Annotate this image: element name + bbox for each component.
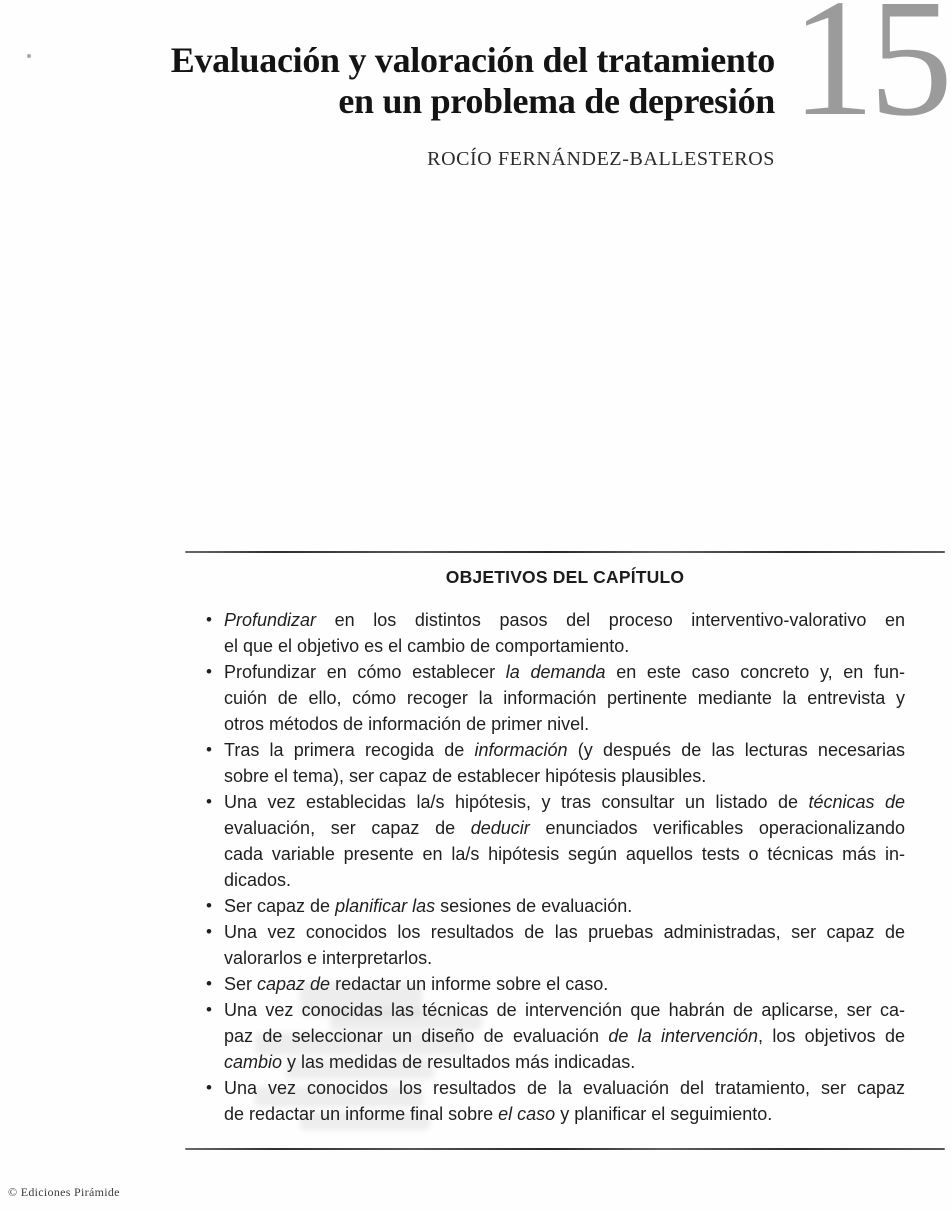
objective-item xyxy=(205,971,905,997)
objective-item xyxy=(205,1075,905,1127)
objective-line: otros métodos de información de primer nivel. xyxy=(224,714,590,734)
bullet-marker: • xyxy=(206,1000,212,1019)
bullet-marker: • xyxy=(206,610,212,629)
objective-line: valorarlos e interpretarlos. xyxy=(224,948,433,968)
objective-line: Una vez conocidos los resultados de las pruebas administradas, ser capaz de xyxy=(224,922,905,942)
objective-line: paz de seleccionar un diseño de evaluación de la intervención, los objetivos de xyxy=(224,1026,906,1046)
chapter-title xyxy=(171,40,775,122)
bullet-marker: • xyxy=(206,1078,212,1097)
top-rule xyxy=(185,551,945,553)
objective-line: Una vez establecidas la/s hipótesis, y tras consultar un listado de técnicas de xyxy=(224,792,905,812)
objective-line: sobre el tema), ser capaz de establecer hipótesis plausibles. xyxy=(224,766,707,786)
objectives-section xyxy=(185,551,945,1127)
chapter-number: 15 xyxy=(791,0,947,151)
bullet-marker: • xyxy=(206,896,212,915)
objective-item xyxy=(205,997,905,1075)
objective-line: Ser capaz de redactar un informe sobre el caso. xyxy=(224,974,609,994)
objective-line: cuión de ello, cómo recoger la información pertinente mediante la entrevista y xyxy=(224,688,905,708)
bullet-marker: • xyxy=(206,662,212,681)
bullet-marker: • xyxy=(206,922,212,941)
objective-line: dicados. xyxy=(224,870,292,890)
objective-item xyxy=(205,789,905,893)
bullet-marker: • xyxy=(206,974,212,993)
objective-item xyxy=(205,737,905,789)
objectives-list xyxy=(185,607,945,1127)
objective-item xyxy=(205,919,905,971)
bullet-marker: • xyxy=(206,792,212,811)
objective-item xyxy=(205,659,905,737)
objective-line: Ser capaz de planificar las sesiones de evaluación. xyxy=(224,896,633,916)
objective-line: Tras la primera recogida de información (y después de las lecturas necesarias xyxy=(224,740,905,760)
publisher-copyright: © Ediciones Pirámide xyxy=(8,1185,120,1199)
objective-line: cada variable presente en la/s hipótesis según aquellos tests o técnicas más in- xyxy=(224,844,905,864)
scan-speck xyxy=(27,54,31,58)
objective-line: de redactar un informe final sobre el caso y planificar el seguimiento. xyxy=(224,1104,773,1124)
objective-item xyxy=(205,607,905,659)
objective-line: el que el objetivo es el cambio de comportamiento. xyxy=(224,636,630,656)
objective-line: cambio y las medidas de resultados más indicadas. xyxy=(224,1052,636,1072)
objectives-heading: OBJETIVOS DEL CAPÍTULO xyxy=(445,567,685,587)
bottom-rule xyxy=(185,1148,945,1150)
bullet-marker: • xyxy=(206,740,212,759)
chapter-author: ROCÍO FERNÁNDEZ-BALLESTEROS xyxy=(427,148,775,170)
objective-line: Una vez conocidas las técnicas de intervención que habrán de aplicarse, ser ca- xyxy=(224,1000,905,1020)
chapter-title-line1: Evaluación y valoración del tratamiento xyxy=(170,40,775,80)
chapter-title-line2: en un problema de depresión xyxy=(338,81,775,121)
objective-line: evaluación, ser capaz de deducir enunciados verificables operacionalizando xyxy=(224,818,905,838)
objective-item xyxy=(205,893,905,919)
objective-line: Una vez conocidos los resultados de la evaluación del tratamiento, ser capaz xyxy=(224,1078,905,1098)
objective-line: Profundizar en los distintos pasos del proceso interventivo-valorativo en xyxy=(224,610,905,630)
objective-line: Profundizar en cómo establecer la demanda en este caso concreto y, en fun- xyxy=(224,662,905,682)
